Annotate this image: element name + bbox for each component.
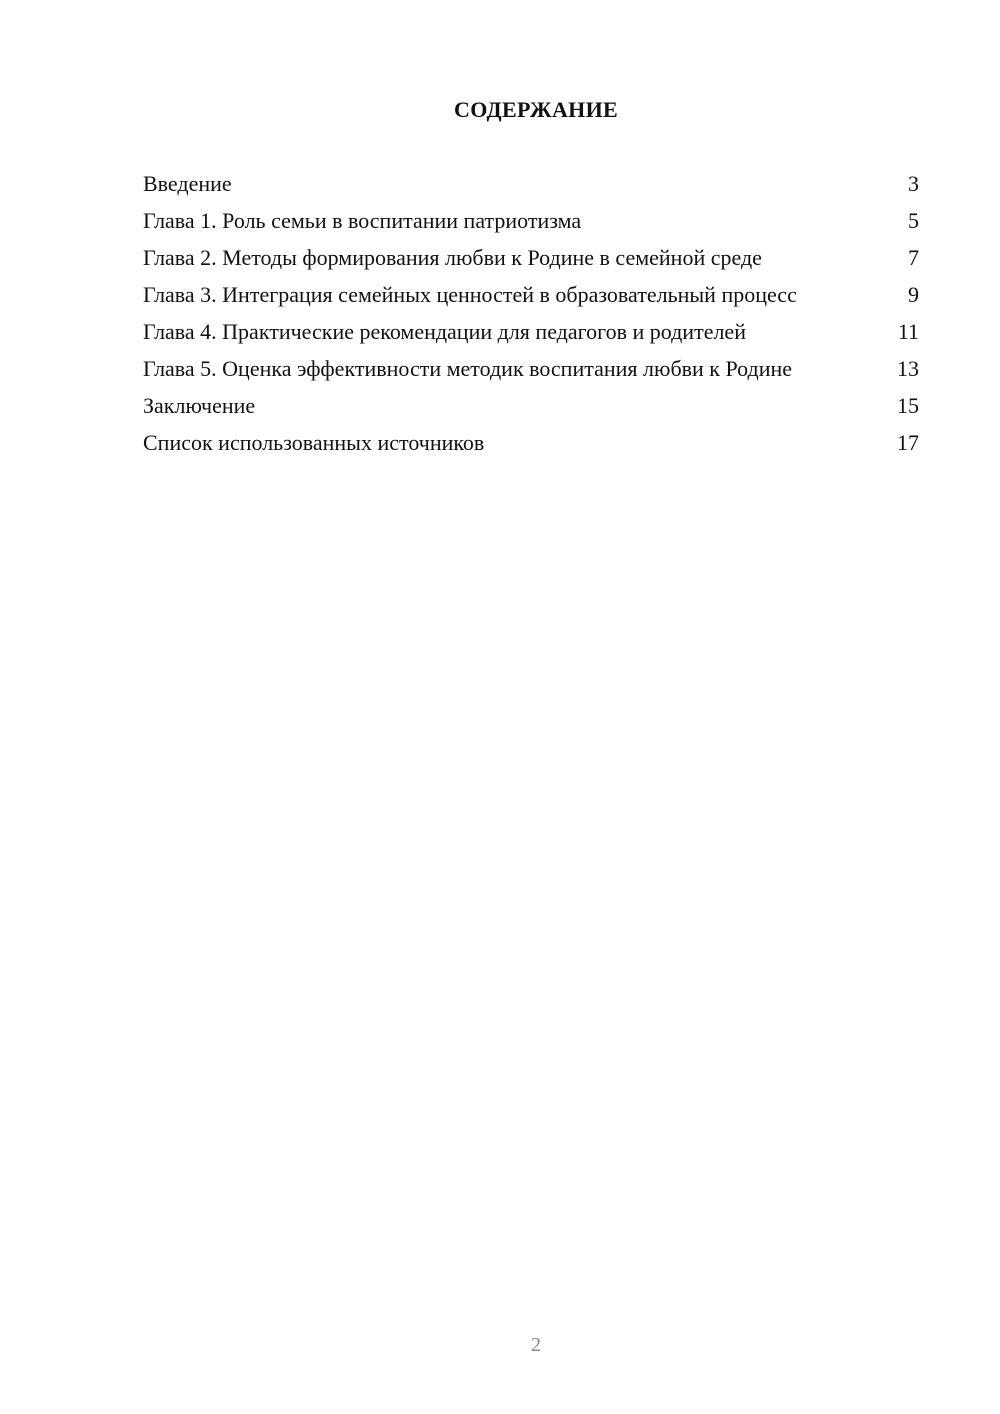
toc-entry-page: 13 [897,356,919,381]
toc-entry-label: Глава 5. Оценка эффективности методик воспитания любви к Родине [143,356,793,381]
toc-entry-page: 7 [908,245,919,270]
toc-entry-references[interactable] [143,429,919,456]
toc-entry-chapter-2[interactable] [143,244,919,271]
toc-entry-chapter-1[interactable] [143,207,919,234]
toc-entry-conclusion[interactable] [143,392,919,419]
toc-entry-label: Глава 4. Практические рекомендации для педагогов и родителей [143,319,746,344]
toc-entry-label: Заключение [143,393,256,418]
toc-entry-page: 15 [897,393,919,418]
toc-entry-chapter-3[interactable] [143,281,919,308]
table-of-contents [143,170,919,466]
toc-entry-label: Список использованных источников [143,430,485,455]
page-number: 2 [531,1334,541,1356]
toc-entry-page: 3 [908,171,919,196]
toc-entry-page: 17 [897,430,919,455]
toc-entry-label: Глава 2. Методы формирования любви к Родине в семейной среде [143,245,762,270]
toc-title: СОДЕРЖАНИЕ [454,97,618,122]
toc-entry-label: Введение [143,171,232,196]
toc-entry-page: 11 [897,319,919,344]
toc-entry-introduction[interactable] [143,170,919,197]
toc-entry-label: Глава 1. Роль семьи в воспитании патриотизма [143,208,582,233]
toc-entry-label: Глава 3. Интеграция семейных ценностей в образовательный процесс [143,282,797,307]
toc-entry-chapter-4[interactable] [143,318,919,345]
toc-entry-chapter-5[interactable] [143,355,919,382]
toc-entry-page: 5 [908,208,919,233]
toc-entry-page: 9 [908,282,919,307]
